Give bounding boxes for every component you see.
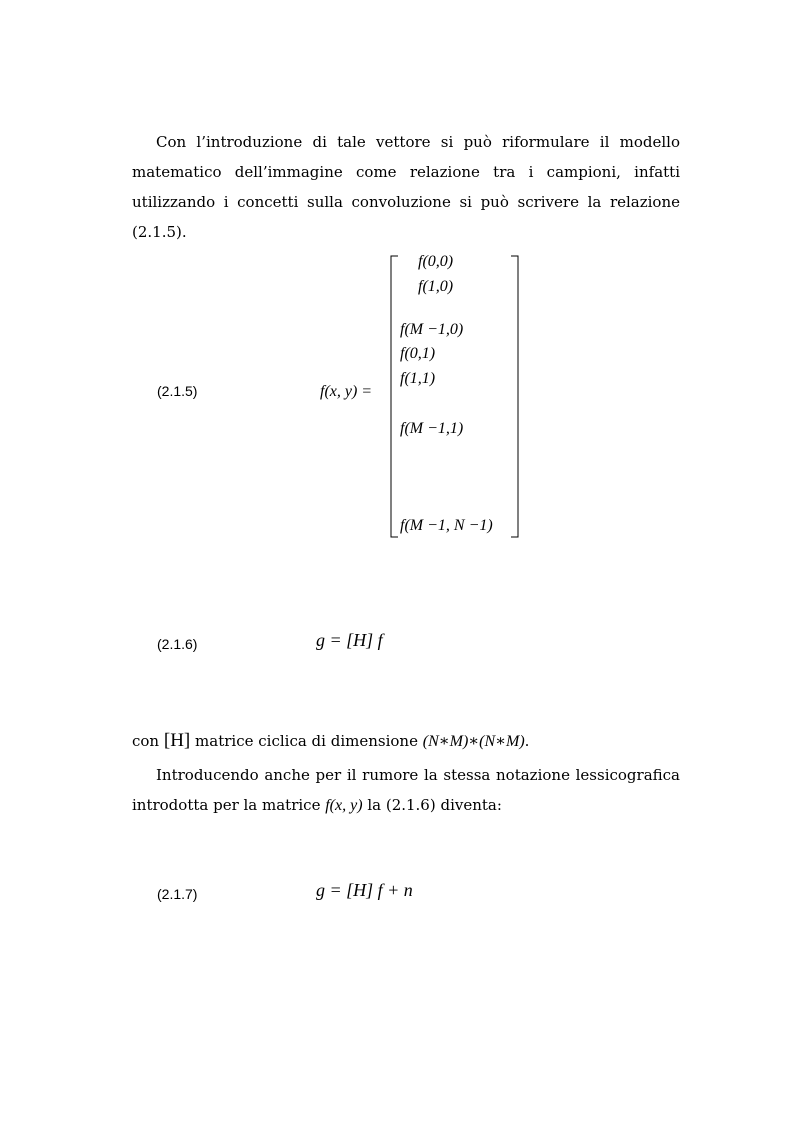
paragraph-noise: Introducendo anche per il rumore la stessa notazione lessicografica introdotta per la matrice f(x, y) la (2.1.6) diventa: xyxy=(132,766,680,814)
equation-2-1-7: g = [H] f + n xyxy=(316,880,413,900)
vector-entry-7: f(M −1, N −1) xyxy=(400,517,493,534)
paragraph-matrix-description: con [H] matrice ciclica di dimensione (N∗M)∗(N∗M). xyxy=(132,730,530,751)
equation-2-1-5-lhs: f(x, y) = xyxy=(320,383,373,400)
inline-matrix-H: [H] xyxy=(163,730,191,751)
vector-entry-5: f(1,1) xyxy=(400,370,436,387)
equation-2-1-6: g = [H] f xyxy=(316,630,383,650)
paragraph-intro xyxy=(132,127,680,247)
vector-entry-2: f(1,0) xyxy=(418,278,454,295)
vector-entry-3: f(M −1,0) xyxy=(400,321,464,338)
inline-f-xy: f(x, y) xyxy=(325,797,363,814)
equation-label-2-1-5: (2.1.5) xyxy=(157,383,198,399)
paragraph-intro-text: Con l’introduzione di tale vettore si può riformulare il modello matematico dell’immagine come relazione tra i campioni, infatti utilizzando i concetti sulla convoluzione si può scrivere la relazione (2.1.5). xyxy=(132,133,680,241)
vector-entry-1: f(0,0) xyxy=(418,253,454,270)
matrix-brackets xyxy=(388,254,523,540)
vector-entry-6: f(M −1,1) xyxy=(400,420,464,437)
equation-label-2-1-6: (2.1.6) xyxy=(157,636,198,652)
vector-entry-4: f(0,1) xyxy=(400,345,436,362)
inline-dimension: (N∗M)∗(N∗M) xyxy=(422,733,525,750)
equation-label-2-1-7: (2.1.7) xyxy=(157,886,198,902)
